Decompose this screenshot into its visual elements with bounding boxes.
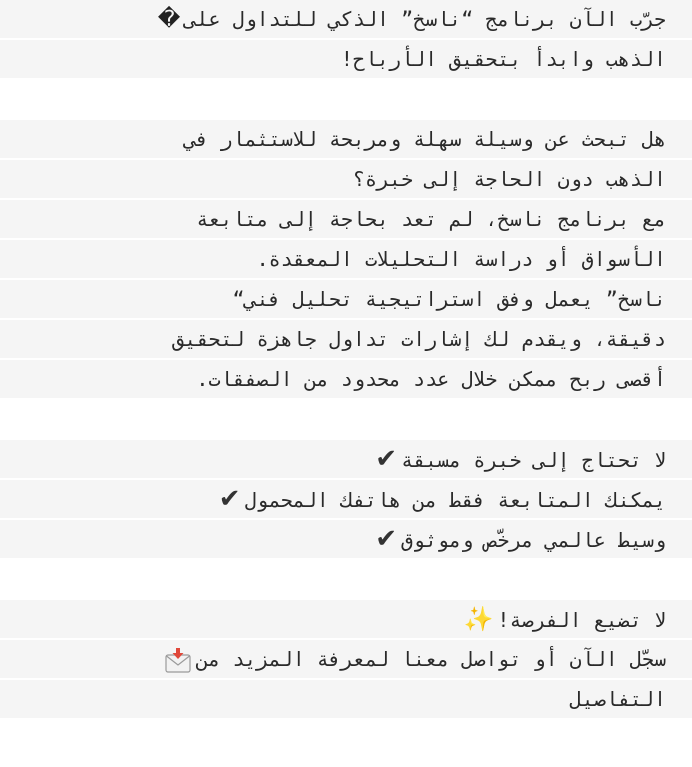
headline-line-1: [0, 0, 692, 38]
paragraph-text-4: الأسواق أو دراسة التحليلات المعقدة.: [256, 247, 666, 271]
cta-text-3: التفاصيل: [569, 687, 666, 711]
feature-item-2: [0, 480, 692, 518]
paragraph-line-6: [0, 320, 692, 358]
sparkles-icon: ✨: [463, 605, 494, 633]
cta-text-2: سجّل الآن أو تواصل معنا لمعرفة المزيد من: [196, 647, 666, 671]
check-mark-icon: ✔: [375, 524, 398, 554]
paragraph-line-2: [0, 160, 692, 198]
feature-item-3: [0, 520, 692, 558]
feature-item-1: [0, 440, 692, 478]
incoming-envelope-icon: [164, 640, 192, 678]
feature-text-3: وسيط عالمي مرخّص وموثوق: [401, 528, 666, 552]
paragraph-line-7: [0, 360, 692, 398]
check-mark-icon: ✔: [375, 444, 398, 474]
paragraph-line-4: [0, 240, 692, 278]
spacer: [0, 560, 692, 598]
headline-text-1: جرّب الآن برنامج “ناسخ” الذكي للتداول على: [184, 7, 666, 31]
paragraph-text-2: الذهب دون الحاجة إلى خبرة؟: [352, 167, 666, 191]
paragraph-text-6: دقيقة، ويقدم لك إشارات تداول جاهزة لتحقيق: [172, 327, 666, 351]
paragraph-line-3: [0, 200, 692, 238]
feature-text-2: يمكنك المتابعة فقط من هاتفك المحمول: [244, 488, 666, 512]
paragraph-text-7: أقصى ربح ممكن خلال عدد محدود من الصفقات.: [196, 367, 666, 391]
spacer: [0, 80, 692, 118]
paragraph-text-5: ناسخ” يعمل وفق استراتيجية تحليل فني“: [232, 287, 666, 311]
replacement-character-icon: �: [157, 7, 181, 32]
headline-text-2: الذهب وابدأ بتحقيق الأرباح!: [340, 47, 666, 71]
paragraph-line-1: [0, 120, 692, 158]
paragraph-line-5: [0, 280, 692, 318]
check-mark-icon: ✔: [218, 484, 241, 514]
cta-text-1: لا تضيع الفرصة!: [497, 608, 666, 632]
paragraph-text-3: مع برنامج ناسخ، لم تعد بحاجة إلى متابعة: [196, 207, 666, 231]
cta-line-1: [0, 600, 692, 638]
spacer: [0, 400, 692, 438]
cta-line-3: [0, 680, 692, 718]
cta-line-2: [0, 640, 692, 678]
paragraph-text-1: هل تبحث عن وسيلة سهلة ومربحة للاستثمار في: [184, 127, 666, 151]
feature-text-1: لا تحتاج إلى خبرة مسبقة: [401, 448, 666, 472]
headline-line-2: [0, 40, 692, 78]
